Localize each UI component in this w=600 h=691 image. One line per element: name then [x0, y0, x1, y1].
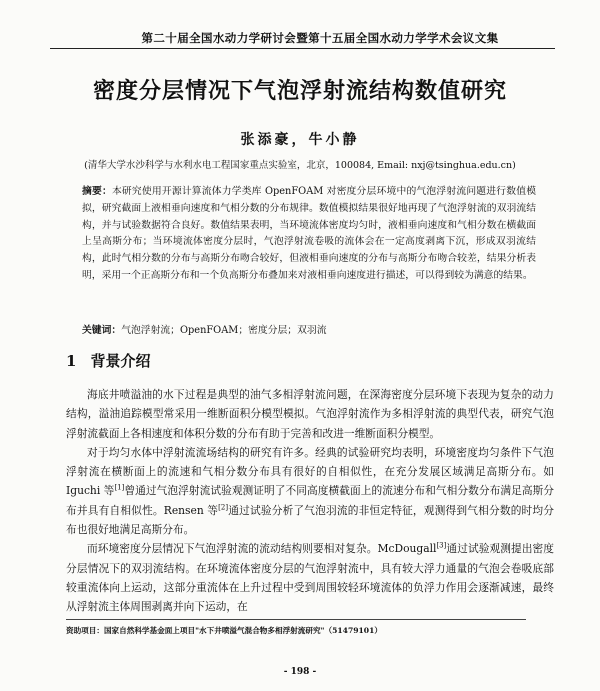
paragraph-3-part-1: 而环境密度分层情况下气泡浮射流的流动结构则要相对复杂。McDougall: [87, 542, 437, 556]
section-number: 1: [66, 352, 77, 370]
running-header: 第二十届全国水动力学研讨会暨第十五届全国水动力学学术会议文集: [141, 31, 499, 45]
citation-ref-3: [3]: [436, 541, 447, 550]
header-rule: [50, 48, 555, 49]
abstract-label: 摘要：: [82, 186, 112, 197]
abstract: [82, 184, 536, 285]
funding-footnote: 资助项目：国家自然科学基金面上项目"水下井喷溢气混合物多相浮射流研究"（51479101）: [66, 626, 382, 635]
section-heading: [66, 350, 164, 371]
keywords-label: 关键词：: [82, 325, 122, 336]
footnote-rule: [66, 619, 526, 620]
section-title: 背景介绍: [90, 352, 151, 370]
paragraph-3-part-2: 通过试验观测提出密度分层情况下的双羽流结构。在环境流体密度分层的气泡浮射流中，具有较大浮力通量的气泡会卷吸底部较重流体向上运动，这部分重流体在上升过程中受到周围较轻环境流体的负浮力作用会逐渐减速，最终从浮射流主体周围剥离并向下运动，在: [66, 542, 554, 614]
authors: 张添豪，牛小静: [240, 132, 360, 148]
paragraph-1: 海底井喷溢油的水下过程是典型的油气多相浮射流问题，在深海密度分层环境下表现为复杂的动力结构，溢油追踪模型常采用一维断面积分模型模拟。气泡浮射流作为多相浮射流的典型代表，研究气泡浮射流截面上各相速度和体积分数的分布有助于完善和改进一维断面积分模型。: [66, 388, 554, 440]
paragraph-2-part-3: 通过试验分析了气泡羽流的非恒定特征，观测得到气相分数的时均分布也很好地满足高斯分布。: [66, 503, 554, 537]
citation-ref-2: [2]: [218, 503, 229, 512]
affiliation: (清华大学水沙科学与水利水电工程国家重点实验室，北京，100084, Email: nxj@tsinghua.edu.cn): [84, 160, 516, 171]
citation-ref-1: [1]: [114, 483, 125, 492]
keywords-text: 气泡浮射流；OpenFOAM；密度分层；双羽流: [121, 325, 327, 336]
abstract-text: 本研究使用开源计算流体力学类库 OpenFOAM 对密度分层环境中的气泡浮射流问题进行数值模拟，研究截面上液相垂向速度和气相分数的分布规律。数值模拟结果很好地再现了气泡浮射流的双羽流结构，并与试验数据符合良好。数值结果表明，当环境流体密度均匀时，液相垂向速度和气相分数在横截面上呈高斯分布；当环境流体密度分层时，气泡浮射流卷吸的流体会在一定高度剥离下沉，形成双羽流结构，此时气相分数的分布与高斯分布吻合较好，但液相垂向速度的分布与高斯分布吻合较差，结果分析表明，采用一个正高斯分布和一个负高斯分布叠加来对液相垂向速度进行描述，可以得到较为满意的结果。: [82, 186, 537, 281]
paragraph-3: [66, 539, 554, 616]
body-text: [66, 385, 554, 617]
keywords: [82, 322, 536, 336]
paragraph-2-part-1: 对于均匀水体中浮射流流场结构的研究有许多。经典的试验研究均表明，环境密度均匀条件下气泡浮射流在横断面上的流速和气相分数分布具有很好的自相似性，在充分发展区域满足高斯分布。如 Iguchi 等: [66, 445, 554, 498]
page-number: - 198 -: [283, 667, 317, 677]
paragraph-2-part-2: 曾通过气泡浮射流试验观测证明了不同高度横截面上的流速分布和气相分数分布满足高斯分布并具有自相似性。Rensen 等: [66, 484, 554, 517]
paragraph-2: [66, 443, 554, 539]
paper-title: 密度分层情况下气泡浮射流结构数值研究: [92, 79, 507, 104]
